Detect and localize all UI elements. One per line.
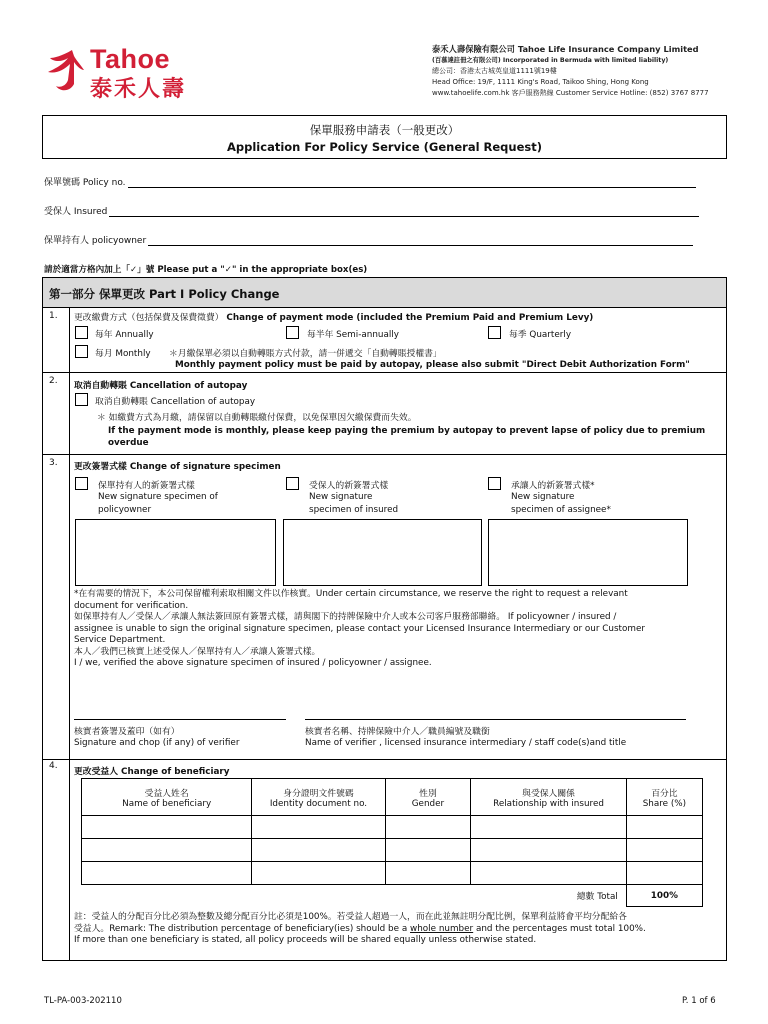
annual-label: 每年 Annually [95, 330, 154, 340]
beneficiary-remark [74, 912, 646, 947]
para1-line1: *在有需要的情況下，本公司保留權利索取相關文件以作核實。Under certain circumstance, we reserve the right to request a relevant [74, 589, 628, 599]
section-divider [43, 759, 726, 760]
logo-chinese-text: 泰禾人壽 [90, 77, 187, 102]
cancel-autopay-label: 取消自動轉賬 Cancellation of autopay [95, 397, 256, 407]
company-info [432, 44, 762, 99]
col-name: 受益人姓名 Name of beneficiary [82, 779, 252, 816]
section3-number: 3. [49, 458, 58, 468]
section1-heading-en: Change of payment mode (included the Premium Paid and Premium Levy) [226, 313, 594, 323]
cell[interactable] [82, 816, 252, 839]
head-office-cn: 總公司：香港太古城英皇道1111號19樓 [432, 67, 557, 75]
monthly-checkbox[interactable] [75, 345, 88, 358]
company-name: 泰禾人壽保險有限公司 Tahoe Life Insurance Company Limited [432, 44, 699, 54]
assignee-signature-checkbox[interactable] [488, 477, 501, 490]
policyowner-line[interactable] [148, 236, 693, 246]
cancel-autopay-checkbox[interactable] [75, 393, 88, 406]
verifier-name-en: Name of verifier , licensed insurance intermediary / staff code(s)and title [305, 738, 627, 748]
form-title-box [42, 115, 727, 159]
opt2-en1: New signature [309, 492, 373, 502]
verifier-name-cn: 核實者名稱、持牌保險中介人／職員編號及職銜 [305, 727, 490, 737]
insured-signature-checkbox[interactable] [286, 477, 299, 490]
opt3-en1: New signature [511, 492, 575, 502]
verifier-label-cn: 核實者簽署及蓋印（如有） [74, 727, 180, 737]
para2-line1: 如保單持有人／受保人／承讓人無法簽回原有簽署式樣，請與閣下的持牌保險中介人或本公司客戶服務部聯絡。 If policyowner / insured / [74, 612, 617, 622]
table-row[interactable] [82, 839, 703, 862]
policyowner-label: 保單持有人 policyowner [44, 236, 147, 246]
table-row[interactable] [82, 816, 703, 839]
insured-label: 受保人 Insured [44, 207, 108, 217]
section2-heading: 取消自動轉賬 Cancellation of autopay [74, 381, 248, 391]
section1-heading-cn: 更改繳費方式（包括保費及保費徵費） [74, 313, 224, 323]
para1-line2: document for verification. [74, 600, 189, 611]
col-share: 百分比 Share (%) [626, 779, 702, 816]
opt3-cn: 承讓人的新簽署式樣* [511, 481, 595, 491]
tahoe-logo-icon [44, 46, 84, 94]
section-divider [43, 454, 726, 455]
page-number: P. 1 of 6 [682, 996, 716, 1006]
cell[interactable] [471, 816, 627, 839]
assignee-signature-box[interactable] [488, 519, 688, 586]
form-code: TL-PA-003-202110 [44, 996, 122, 1006]
cell[interactable] [82, 839, 252, 862]
section1-heading [74, 310, 593, 323]
cell[interactable] [385, 839, 471, 862]
part1-frame [42, 277, 727, 961]
opt1-en2: policyowner [98, 505, 152, 515]
checkbox-instruction: 請於適當方格內加上「✓」號 Please put a "✓" in the appropriate box(es) [44, 265, 368, 275]
para2-line3: Service Department. [74, 635, 166, 645]
policy-no-label: 保單號碼 Policy no. [44, 178, 126, 188]
monthly-note-en: Monthly payment policy must be paid by autopay, please also submit "Direct Debit Authorization Form" [175, 360, 690, 370]
total-row [82, 885, 703, 907]
cell[interactable] [471, 862, 627, 885]
semi-annual-label: 每半年 Semi-annually [307, 330, 399, 340]
insured-signature-box[interactable] [283, 519, 482, 586]
cell[interactable] [626, 862, 702, 885]
whole-number-text: whole number [410, 923, 474, 934]
opt1-en1: New signature specimen of [98, 492, 218, 502]
section4-heading: 更改受益人 Change of beneficiary [74, 767, 230, 777]
table-row[interactable] [82, 862, 703, 885]
part1-title: 第一部分 保單更改 Part I Policy Change [49, 287, 280, 301]
insured-line[interactable] [109, 207, 699, 217]
monthly-note-cn: ＊月繳保單必須以自動轉賬方式付款，請一併遞交「自動轉賬授權書」 [169, 349, 442, 359]
opt2-cn: 受保人的新簽署式樣 [309, 481, 389, 491]
section4-number: 4. [49, 761, 58, 771]
col-gender: 性別 Gender [385, 779, 471, 816]
company-incorporation: (百慕達註冊之有限公司) Incorporated in Bermuda with limited liability) [432, 57, 669, 64]
section2-number: 2. [49, 376, 58, 386]
form-title-en: Application For Policy Service (General Request) [227, 140, 542, 154]
number-column-divider [69, 307, 70, 960]
section-divider [43, 372, 726, 373]
policyowner-signature-box[interactable] [75, 519, 276, 586]
cell[interactable] [385, 816, 471, 839]
quarterly-label: 每季 Quarterly [509, 330, 572, 340]
col-relationship: 與受保人關係 Relationship with insured [471, 779, 627, 816]
form-title-cn: 保單服務申請表（一般更改） [309, 123, 460, 137]
total-value: 100% [626, 885, 702, 907]
policy-no-field[interactable] [44, 175, 696, 188]
remark-line2: 受益人。Remark: The distribution percentage of beneficiary(ies) should be a whole number and the percentages must total 100%. [74, 923, 646, 934]
insured-field[interactable] [44, 204, 699, 217]
opt1-cn: 保單持有人的新簽署式樣 [98, 481, 195, 491]
remark-line1: 註：受益人的分配百分比必須為整數及總分配百分比必須是100%。若受益人超過一人，而在此並無註明分配比例，保單利益將會平均分配給各 [74, 912, 627, 922]
policyowner-signature-checkbox[interactable] [75, 477, 88, 490]
section3-heading: 更改簽署式樣 Change of signature specimen [74, 462, 281, 472]
monthly-label: 每月 Monthly [95, 349, 151, 359]
verifier-name-line[interactable] [305, 719, 686, 720]
beneficiary-header-row [82, 779, 703, 816]
cell[interactable] [252, 839, 385, 862]
logo-text: Tahoe [90, 44, 171, 74]
para3-line1: 本人／我們已核實上述受保人／保單持有人／承讓人簽署式樣。 [74, 646, 321, 657]
beneficiary-table [81, 778, 703, 907]
cell[interactable] [252, 862, 385, 885]
part1-header [43, 278, 726, 308]
policyowner-field[interactable] [44, 233, 693, 246]
cell[interactable] [471, 839, 627, 862]
policy-no-line[interactable] [128, 178, 696, 188]
verifier-signature-line[interactable] [74, 719, 286, 720]
opt3-en2: specimen of assignee* [511, 505, 611, 515]
head-office-en: Head Office: 19/F, 1111 King's Road, Taikoo Shing, Hong Kong [432, 78, 649, 86]
annual-checkbox[interactable] [75, 326, 88, 339]
cell[interactable] [252, 816, 385, 839]
section2-note-en1: If the payment mode is monthly, please keep paying the premium by autopay to prevent lapse of policy due to premium [108, 426, 706, 436]
remark-line3: If more than one beneficiary is stated, all policy proceeds will be shared equally unless otherwise stated. [74, 935, 537, 945]
cell[interactable] [82, 862, 252, 885]
verifier-label-en: Signature and chop (if any) of verifier [74, 738, 240, 748]
cell[interactable] [626, 816, 702, 839]
cell[interactable] [385, 862, 471, 885]
para3-line2: I / we, verified the above signature specimen of insured / policyowner / assignee. [74, 658, 432, 668]
section2-note-en2: overdue [108, 438, 149, 448]
section2-note-cn: ＊ 如繳費方式為月繳，請保留以自動轉賬繳付保費，以免保單因欠繳保費而失效。 [97, 413, 417, 423]
section3-para1 [74, 589, 645, 670]
para2-line2: assignee is unable to sign the original signature specimen, please contact your Licensed Insurance Intermediary or our Customer [74, 623, 645, 634]
total-label: 總數 Total [576, 892, 618, 903]
opt2-en2: specimen of insured [309, 505, 399, 515]
semi-annual-checkbox[interactable] [286, 326, 299, 339]
quarterly-checkbox[interactable] [488, 326, 501, 339]
cell[interactable] [626, 839, 702, 862]
col-id: 身分證明文件號碼 Identity document no. [252, 779, 385, 816]
website-hotline: www.tahoelife.com.hk 客戶服務熱線 Customer Service Hotline: (852) 3767 8777 [432, 89, 709, 97]
section1-number: 1. [49, 311, 58, 321]
